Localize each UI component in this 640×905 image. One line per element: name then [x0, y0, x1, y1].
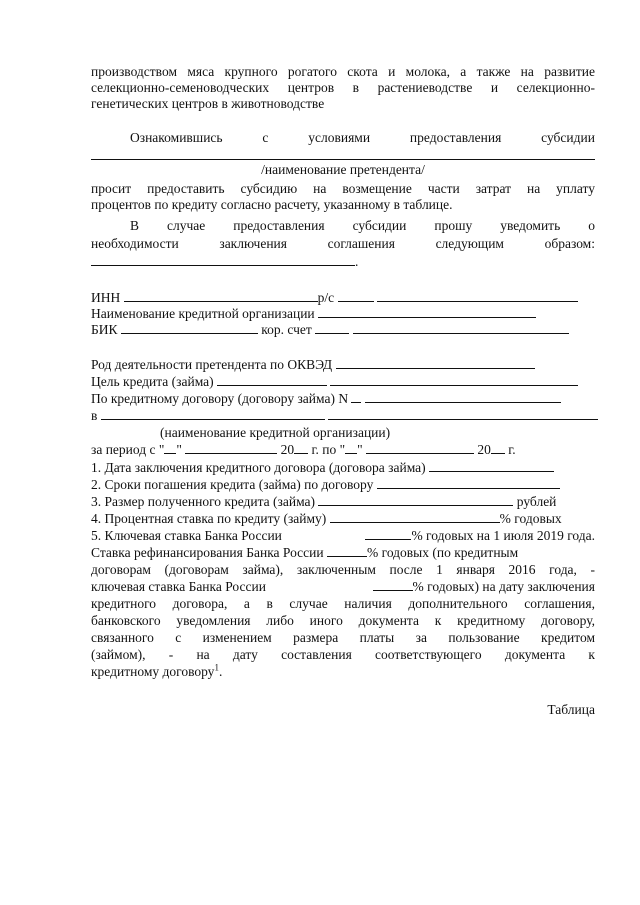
item-3-label: 3. Размер полученного кредита (займа) — [91, 494, 316, 509]
refin-line-1 — [91, 545, 595, 561]
item-4-label: 4. Процентная ставка по кредиту (займу) — [91, 511, 327, 526]
key-rate-label: ключевая ставка Банка России — [91, 579, 266, 594]
okved-field[interactable] — [336, 357, 535, 369]
word: предоставления — [233, 218, 325, 233]
quote: " — [357, 442, 363, 457]
okved-row — [91, 357, 595, 373]
item-5 — [91, 528, 595, 544]
period-from-month[interactable] — [185, 442, 277, 454]
period-from-year[interactable] — [294, 442, 308, 454]
corr-field[interactable] — [353, 322, 569, 334]
word: необходимости — [91, 236, 179, 251]
period-to-month[interactable] — [366, 442, 474, 454]
corr-label: кор. счет — [261, 322, 312, 337]
word: предоставления — [409, 130, 502, 145]
org-name-field[interactable] — [353, 306, 536, 318]
notice-method-field[interactable] — [91, 254, 595, 270]
item-5-tail: % годовых на 1 июля 2019 года. — [411, 528, 595, 543]
table-label: Таблица — [547, 702, 595, 717]
item-4-unit: % годовых — [499, 511, 562, 526]
refin-tail: % годовых (по кредитным — [367, 545, 519, 560]
bank-org-field-short[interactable] — [101, 408, 325, 420]
word: образом: — [544, 236, 595, 251]
intro-line-1: производством мяса крупного рогатого скота и молока, а также на развитие — [91, 64, 595, 79]
item-5-label: 5. Ключевая ставка Банка России — [91, 528, 282, 543]
word: прошу — [434, 218, 473, 233]
item-2 — [91, 477, 595, 493]
word: субсидии — [352, 218, 407, 233]
bank-org-row — [91, 408, 595, 424]
contract-field-short[interactable] — [351, 391, 361, 403]
item-4-field[interactable] — [330, 511, 500, 523]
request-line-1: просит предоставить субсидию на возмещение части затрат на уплату — [91, 181, 595, 196]
word: соглашения — [327, 236, 395, 251]
footnote-mark[interactable]: 1 — [214, 662, 219, 673]
bik-label: БИК — [91, 322, 118, 337]
refin-label: Ставка рефинансирования Банка России — [91, 545, 324, 560]
okved-label: Род деятельности претендента по ОКВЭД — [91, 357, 333, 372]
refin-line-4: кредитного договора, а в случае наличия дополнительного соглашения, — [91, 596, 595, 611]
word: заключения — [219, 236, 287, 251]
goal-field[interactable] — [330, 374, 578, 386]
refin-line-2: договорам (договорам займа), заключенным после 1 января 2016 года, - — [91, 562, 595, 577]
account-label: р/с — [317, 290, 335, 305]
item-1 — [91, 460, 595, 476]
refin-line-3 — [91, 579, 595, 595]
intro-line-2: селекционно-семеноводческих центров в растениеводстве и селекционно- — [91, 80, 595, 95]
bik-field[interactable] — [121, 322, 258, 334]
period-to-year[interactable] — [491, 442, 505, 454]
bik-row — [91, 322, 595, 338]
word: уведомить — [500, 218, 561, 233]
refin-line-7: (займом), - на дату составления соответствующего документа к — [91, 647, 595, 662]
year-prefix: 20 — [477, 442, 491, 457]
item-5-field[interactable] — [365, 528, 411, 540]
refin-end: кредитному договору — [91, 664, 215, 679]
org-name-row — [91, 306, 595, 322]
applicant-name-field[interactable] — [91, 159, 595, 160]
item-2-label: 2. Сроки погашения кредита (займа) по договору — [91, 477, 374, 492]
account-field[interactable] — [377, 290, 578, 302]
item-3-field[interactable] — [318, 494, 513, 506]
contract-row — [91, 391, 595, 407]
key-rate-field[interactable] — [373, 579, 413, 591]
word: с — [262, 130, 269, 145]
word: следующим — [435, 236, 504, 251]
year-suffix: г. — [508, 442, 516, 457]
period-from-day[interactable] — [164, 442, 176, 454]
word: о — [588, 218, 595, 233]
goal-row — [91, 374, 595, 390]
item-4 — [91, 511, 595, 527]
period-from-label: за период с " — [91, 442, 165, 457]
inn-row — [91, 290, 595, 306]
refin-line-8: кредитному договору$^1$. — [91, 662, 223, 679]
goal-field-short[interactable] — [217, 374, 327, 386]
year-prefix: 20 — [280, 442, 295, 457]
key-rate-tail: % годовых) на дату заключения — [412, 579, 595, 594]
item-3-unit: рублей — [516, 494, 557, 509]
notice-line-2 — [91, 236, 595, 252]
notice-line-1 — [130, 218, 595, 234]
quote: " — [176, 442, 182, 457]
notice-method-line[interactable] — [91, 254, 355, 266]
org-caption: (наименование кредитной организации) — [160, 425, 391, 440]
org-name-label: Наименование кредитной организации — [91, 306, 315, 321]
corr-field-short[interactable] — [315, 322, 349, 334]
org-name-field-short[interactable] — [318, 306, 353, 318]
account-field-short[interactable] — [338, 290, 374, 302]
period: . — [355, 254, 359, 269]
refin-line-5: банковского уведомления либо иного документа к кредитному договору, — [91, 613, 595, 628]
item-1-field[interactable] — [429, 460, 554, 472]
word: условиями — [308, 130, 371, 145]
bank-org-field[interactable] — [328, 408, 598, 420]
request-line-2: процентов по кредиту согласно расчету, указанному в таблице. — [91, 197, 453, 212]
period-to-label: г. по " — [311, 442, 346, 457]
item-1-label: 1. Дата заключения кредитного договора (договора займа) — [91, 460, 426, 475]
period-to-day[interactable] — [345, 442, 357, 454]
inn-field[interactable] — [124, 290, 318, 302]
period-row — [91, 442, 595, 458]
acquaint-line — [130, 130, 595, 146]
intro-line-3: генетических центров в животноводстве — [91, 96, 325, 111]
word: субсидии — [541, 130, 595, 145]
refin-line-6: связанного с изменением размера платы за пользование кредитом — [91, 630, 595, 645]
item-3 — [91, 494, 595, 510]
inn-label: ИНН — [91, 290, 121, 305]
item-2-field[interactable] — [377, 477, 560, 489]
refin-rate-field[interactable] — [327, 545, 367, 557]
contract-field[interactable] — [365, 391, 561, 403]
word: случае — [166, 218, 206, 233]
in-label: в — [91, 408, 98, 423]
goal-label: Цель кредита (займа) — [91, 374, 214, 389]
word: Ознакомившись — [130, 130, 223, 145]
applicant-caption: /наименование претендента/ — [261, 162, 425, 177]
word: В — [130, 218, 140, 233]
contract-label: По кредитному договору (договору займа) N — [91, 391, 349, 406]
